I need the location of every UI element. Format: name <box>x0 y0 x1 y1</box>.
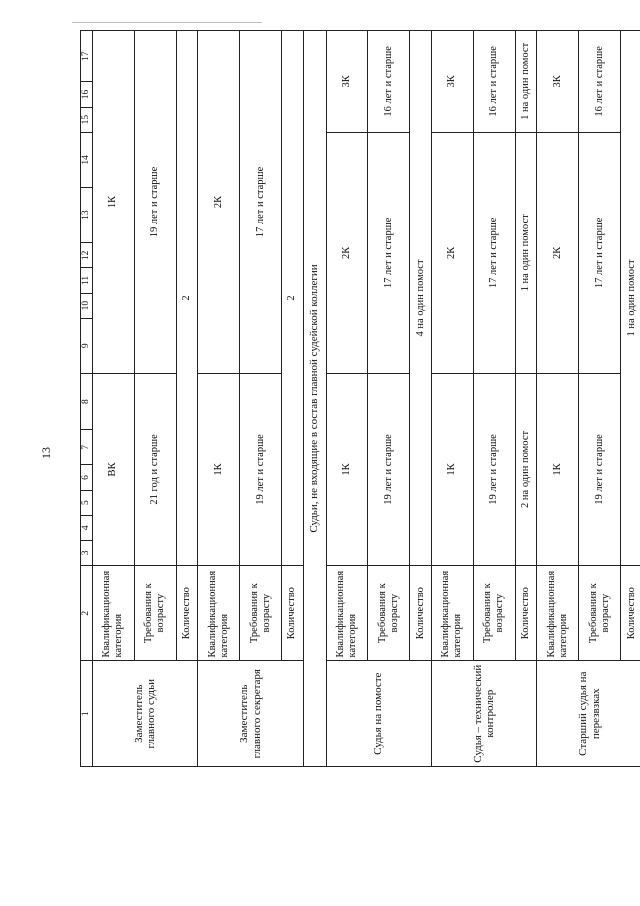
count-label: Количество <box>176 565 198 661</box>
column-number: 10 <box>81 293 93 318</box>
age-value: 19 лет и старше <box>473 373 515 565</box>
category-value: 1К <box>198 373 240 565</box>
table-row <box>473 31 515 767</box>
column-number: 5 <box>81 490 93 515</box>
column-number: 16 <box>81 82 93 107</box>
position-senior-weighing-judge: Старший судья на перезвзках <box>537 661 640 767</box>
age-label: Требования к возрасту <box>240 565 282 661</box>
count-value: 1 на один помост <box>515 31 537 133</box>
table-row <box>432 31 474 767</box>
table-row <box>515 31 537 767</box>
age-label: Требования к возрасту <box>473 565 515 661</box>
count-value: 1 на один помост <box>621 31 640 566</box>
table-row <box>410 31 432 767</box>
column-number: 17 <box>81 31 93 82</box>
table-stage <box>80 30 640 767</box>
table-row <box>326 31 368 767</box>
count-value: 2 <box>176 31 198 566</box>
position-technical-controller: Судья – технический контролер <box>432 661 537 767</box>
category-label: Квалификационная категория <box>537 565 579 661</box>
age-value: 17 лет и старше <box>473 132 515 373</box>
table-row <box>93 31 135 767</box>
age-value: 16 лет и старше <box>579 31 621 133</box>
column-number: 7 <box>81 430 93 465</box>
age-value: 19 лет и старше <box>579 373 621 565</box>
category-value: 1К <box>432 373 474 565</box>
column-number: 8 <box>81 373 93 429</box>
age-value: 17 лет и старше <box>240 31 282 374</box>
category-value: 1К <box>537 373 579 565</box>
count-value: 2 на один помост <box>515 373 537 565</box>
age-label: Требования к возрасту <box>579 565 621 661</box>
category-value: 2К <box>537 132 579 373</box>
age-value: 16 лет и старше <box>368 31 410 133</box>
page-number: 13 <box>39 447 53 459</box>
position-platform-judge: Судья на помосте <box>326 661 431 767</box>
column-number: 9 <box>81 318 93 373</box>
age-value: 21 год и старше <box>134 373 176 565</box>
count-label: Количество <box>515 565 537 661</box>
column-number-row <box>81 31 93 767</box>
category-value: 3К <box>537 31 579 133</box>
table-row <box>240 31 282 767</box>
count-label: Количество <box>621 565 640 661</box>
column-number: 15 <box>81 107 93 132</box>
section-title: Судьи, не входящие в состав главной судейской коллегии <box>303 31 326 767</box>
count-label: Количество <box>410 565 432 661</box>
table-row <box>368 31 410 767</box>
scan-edge-line <box>72 22 262 23</box>
age-label: Требования к возрасту <box>368 565 410 661</box>
position-deputy-chief-judge: Заместитель главного судьи <box>93 661 198 767</box>
category-label: Квалификационная категория <box>432 565 474 661</box>
count-value: 1 на один помост <box>515 132 537 373</box>
category-label: Квалификационная категория <box>326 565 368 661</box>
section-row <box>303 31 326 767</box>
table-row <box>198 31 240 767</box>
position-deputy-chief-secretary: Заместитель главного секретаря <box>198 661 303 767</box>
table-row <box>134 31 176 767</box>
category-value: 2К <box>198 31 240 374</box>
column-number: 3 <box>81 540 93 565</box>
table-row <box>537 31 579 767</box>
table-row <box>621 31 640 767</box>
column-number: 1 <box>81 661 93 767</box>
age-value: 19 лет и старше <box>240 373 282 565</box>
age-value: 19 лет и старше <box>134 31 176 374</box>
category-value: 1К <box>93 31 135 374</box>
count-value: 4 на один помост <box>410 31 432 566</box>
category-value: 1К <box>326 373 368 565</box>
table-row <box>176 31 198 767</box>
count-value: 2 <box>282 31 304 566</box>
rotated-table <box>80 30 640 767</box>
category-value: 3К <box>432 31 474 133</box>
age-value: 17 лет и старше <box>579 132 621 373</box>
referee-requirements-table <box>80 30 640 767</box>
table-row <box>579 31 621 767</box>
category-value: 2К <box>432 132 474 373</box>
table-row <box>282 31 304 767</box>
column-number: 11 <box>81 268 93 293</box>
age-label: Требования к возрасту <box>134 565 176 661</box>
age-value: 17 лет и старше <box>368 132 410 373</box>
column-number: 13 <box>81 187 93 242</box>
category-label: Квалификационная категория <box>198 565 240 661</box>
column-number: 2 <box>81 565 93 661</box>
age-value: 19 лет и старше <box>368 373 410 565</box>
count-label: Количество <box>282 565 304 661</box>
column-number: 6 <box>81 465 93 490</box>
category-value: 2К <box>326 132 368 373</box>
category-label: Квалификационная категория <box>93 565 135 661</box>
column-number: 14 <box>81 132 93 187</box>
category-value: ВК <box>93 373 135 565</box>
column-number: 4 <box>81 515 93 540</box>
age-value: 16 лет и старше <box>473 31 515 133</box>
category-value: 3К <box>326 31 368 133</box>
column-number: 12 <box>81 243 93 268</box>
